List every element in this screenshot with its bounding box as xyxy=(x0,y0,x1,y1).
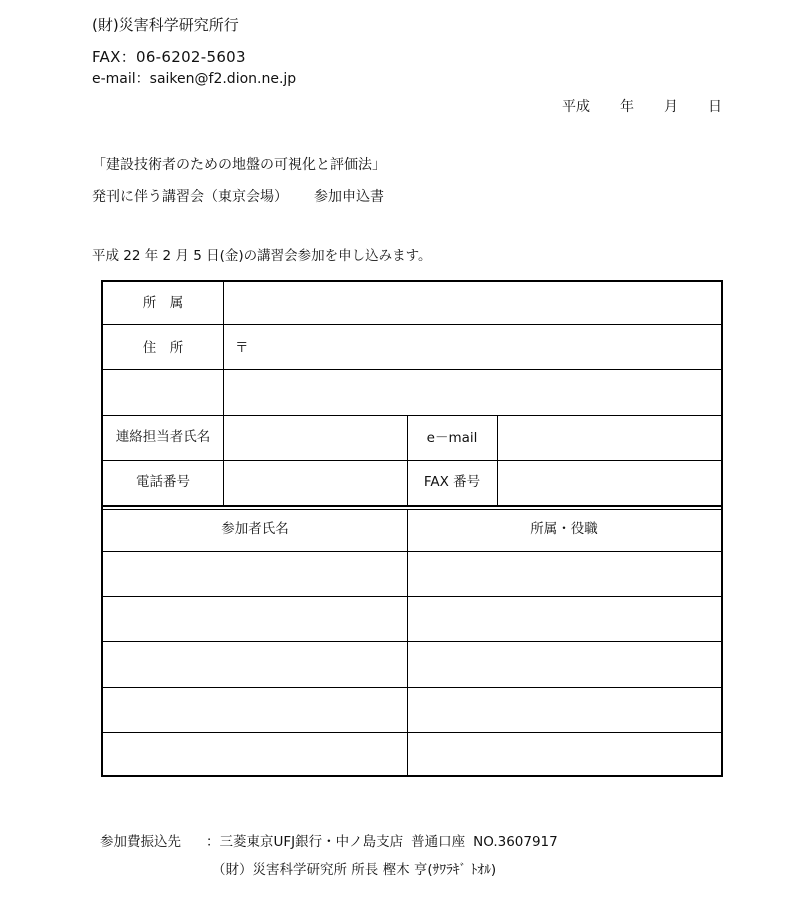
date-line xyxy=(562,100,722,114)
row-divider xyxy=(103,460,721,461)
fax-number: FAX：06-6202-5603 xyxy=(92,48,246,66)
row-divider xyxy=(103,596,721,597)
column-divider xyxy=(497,415,498,505)
fax-label: FAX 番号 xyxy=(423,474,481,490)
email-address: e-mail：saiken@f2.dion.ne.jp xyxy=(92,71,297,87)
participant-name-header: 参加者氏名 xyxy=(221,521,289,537)
account-number: NO.3607917 xyxy=(473,834,558,850)
intro-statement: 平成 22 年 2 月 5 日(金)の講習会参加を申し込みます。 xyxy=(92,248,432,264)
row-divider xyxy=(103,641,721,642)
address-label: 住 所 xyxy=(142,340,184,356)
row-divider xyxy=(103,415,721,416)
payment-bank: ：三菱東京UFJ銀行・中ノ島支店 xyxy=(206,834,404,850)
row-divider xyxy=(103,732,721,733)
account-type: 普通口座 xyxy=(411,834,466,850)
document-title: 「建設技術者のための地盤の可視化と評価法」 xyxy=(92,157,386,173)
phone-label: 電話番号 xyxy=(136,474,190,490)
contact-person-label: 連絡担当者氏名 xyxy=(115,429,211,445)
payment-info xyxy=(100,836,558,850)
payment-label: 参加費振込先 xyxy=(100,834,181,850)
column-divider xyxy=(223,282,224,506)
section-divider xyxy=(103,509,721,510)
affiliation-label: 所 属 xyxy=(142,295,184,311)
account-holder: （財）災害科学研究所 所長 樫木 亨(ｻﾜﾗｷﾞ ﾄｵﾙ) xyxy=(212,862,497,878)
application-form-table xyxy=(101,280,723,777)
address-field[interactable]: 〒 xyxy=(235,340,249,356)
section-divider xyxy=(103,505,721,507)
column-divider xyxy=(407,509,408,775)
date-era: 平成 xyxy=(562,99,590,115)
date-day-unit: 日 xyxy=(708,99,722,115)
row-divider xyxy=(103,324,721,325)
subtitle-event: 発刊に伴う講習会（東京会場） xyxy=(92,189,288,205)
row-divider xyxy=(103,369,721,370)
document-subtitle xyxy=(92,190,384,204)
recipient-organization: (財)災害科学研究所行 xyxy=(92,16,239,34)
participant-position-header: 所属・役職 xyxy=(530,521,598,537)
date-month-unit: 月 xyxy=(664,99,678,115)
contact-email-label: e－mail xyxy=(426,430,478,446)
row-divider xyxy=(103,687,721,688)
column-divider xyxy=(407,415,408,505)
date-year-unit: 年 xyxy=(620,99,634,115)
subtitle-form-name: 参加申込書 xyxy=(314,189,384,205)
row-divider xyxy=(103,551,721,552)
